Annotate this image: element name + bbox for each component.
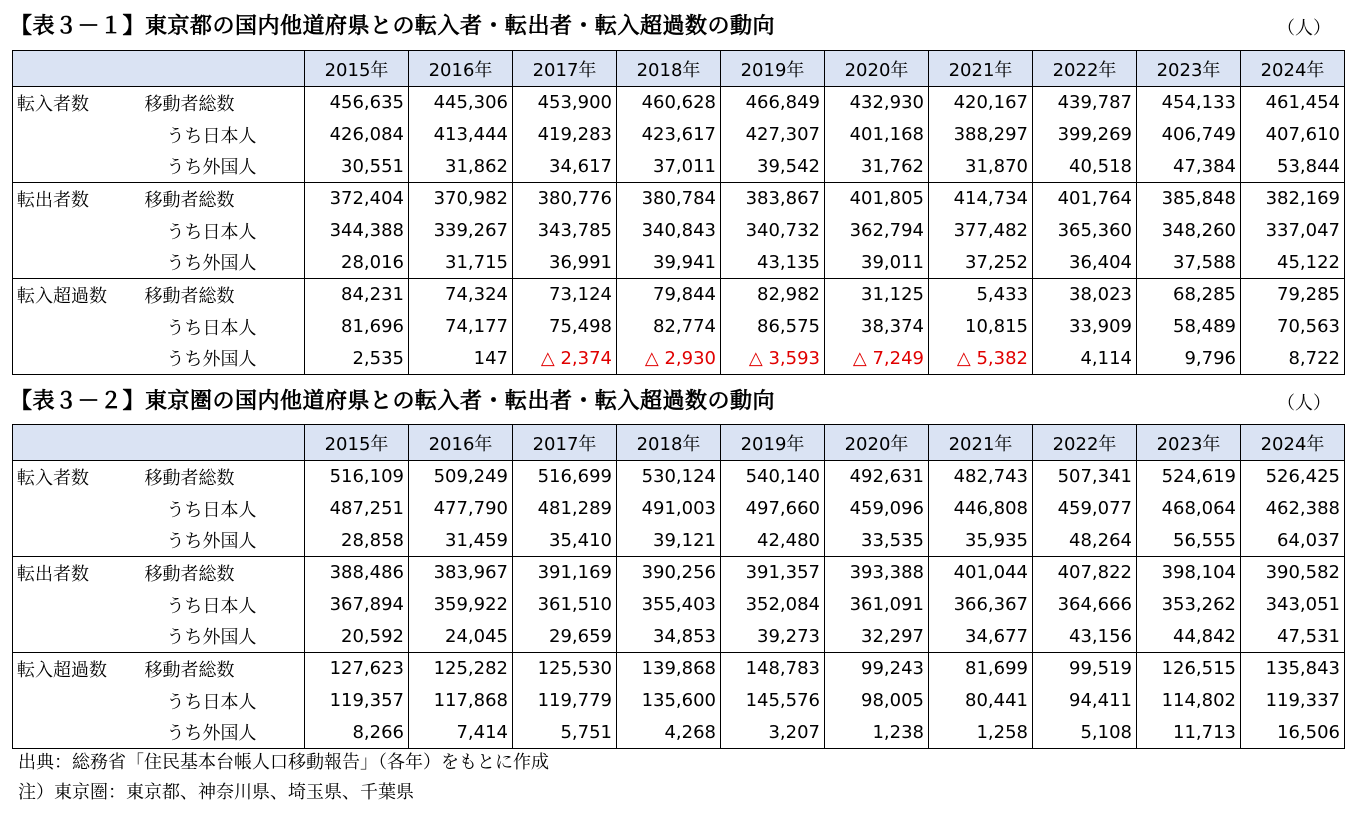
- value-cell: 33,535: [825, 525, 929, 557]
- value-cell: 391,169: [513, 557, 617, 589]
- value-cell: 81,696: [305, 311, 409, 343]
- year-header: 2020年: [825, 51, 929, 87]
- value-cell: 119,337: [1241, 685, 1345, 717]
- value-cell: 413,444: [409, 119, 513, 151]
- value-cell: 35,410: [513, 525, 617, 557]
- table1-migration-tokyo: [12, 50, 1345, 375]
- row-label: うち日本人: [141, 215, 305, 247]
- year-header: 2017年: [513, 51, 617, 87]
- value-cell: 372,404: [305, 183, 409, 215]
- value-cell: 339,267: [409, 215, 513, 247]
- value-cell: 516,109: [305, 461, 409, 493]
- table-row: [13, 461, 1345, 493]
- value-cell: 31,459: [409, 525, 513, 557]
- table2-title-row: [10, 381, 1345, 415]
- value-cell: 439,787: [1033, 87, 1137, 119]
- value-cell: 48,264: [1033, 525, 1137, 557]
- value-cell: 10,815: [929, 311, 1033, 343]
- value-cell: 31,715: [409, 247, 513, 279]
- value-cell: 135,600: [617, 685, 721, 717]
- group-label: [13, 311, 141, 343]
- table2-unit: （人）: [1277, 393, 1331, 414]
- value-cell: 361,091: [825, 589, 929, 621]
- row-label: 移動者総数: [141, 183, 305, 215]
- year-header: 2018年: [617, 51, 721, 87]
- row-label: 移動者総数: [141, 653, 305, 685]
- value-cell: 526,425: [1241, 461, 1345, 493]
- value-cell: 407,822: [1033, 557, 1137, 589]
- value-cell: 380,776: [513, 183, 617, 215]
- table1-title: 【表３－１】東京都の国内他道府県との転入者・転出者・転入超過数の動向: [10, 14, 776, 39]
- value-cell: 364,666: [1033, 589, 1137, 621]
- row-label: うち外国人: [141, 525, 305, 557]
- value-cell: 509,249: [409, 461, 513, 493]
- value-cell: 524,619: [1137, 461, 1241, 493]
- year-header: 2019年: [721, 51, 825, 87]
- row-label: 移動者総数: [141, 557, 305, 589]
- header-corner-cell: [13, 51, 305, 87]
- value-cell: 34,617: [513, 151, 617, 183]
- value-cell: 343,785: [513, 215, 617, 247]
- value-cell: 36,991: [513, 247, 617, 279]
- value-cell: 454,133: [1137, 87, 1241, 119]
- value-cell: 380,784: [617, 183, 721, 215]
- value-cell: 348,260: [1137, 215, 1241, 247]
- row-label: うち日本人: [141, 589, 305, 621]
- table-row: [13, 653, 1345, 685]
- value-cell: 1,238: [825, 717, 929, 749]
- value-cell: 117,868: [409, 685, 513, 717]
- table-row: [13, 343, 1345, 375]
- year-header: 2017年: [513, 425, 617, 461]
- value-cell: 24,045: [409, 621, 513, 653]
- value-cell: △ 3,593: [721, 343, 825, 375]
- value-cell: 459,096: [825, 493, 929, 525]
- value-cell: 75,498: [513, 311, 617, 343]
- value-cell: 385,848: [1137, 183, 1241, 215]
- value-cell: 366,367: [929, 589, 1033, 621]
- value-cell: 5,751: [513, 717, 617, 749]
- value-cell: 82,774: [617, 311, 721, 343]
- value-cell: 382,169: [1241, 183, 1345, 215]
- value-cell: 47,531: [1241, 621, 1345, 653]
- value-cell: 391,357: [721, 557, 825, 589]
- table2-title: 【表３－２】東京圏の国内他道府県との転入者・転出者・転入超過数の動向: [10, 389, 776, 414]
- value-cell: 43,135: [721, 247, 825, 279]
- value-cell: 5,433: [929, 279, 1033, 311]
- value-cell: 414,734: [929, 183, 1033, 215]
- value-cell: 145,576: [721, 685, 825, 717]
- year-header: 2023年: [1137, 425, 1241, 461]
- value-cell: 40,518: [1033, 151, 1137, 183]
- value-cell: 491,003: [617, 493, 721, 525]
- value-cell: 125,282: [409, 653, 513, 685]
- value-cell: △ 5,382: [929, 343, 1033, 375]
- value-cell: 540,140: [721, 461, 825, 493]
- value-cell: 126,515: [1137, 653, 1241, 685]
- table-row: [13, 311, 1345, 343]
- value-cell: 42,480: [721, 525, 825, 557]
- value-cell: 377,482: [929, 215, 1033, 247]
- value-cell: 79,285: [1241, 279, 1345, 311]
- row-label: うち日本人: [141, 311, 305, 343]
- value-cell: 407,610: [1241, 119, 1345, 151]
- value-cell: 28,016: [305, 247, 409, 279]
- value-cell: 516,699: [513, 461, 617, 493]
- value-cell: 45,122: [1241, 247, 1345, 279]
- year-header: 2024年: [1241, 51, 1345, 87]
- value-cell: 461,454: [1241, 87, 1345, 119]
- value-cell: 32,297: [825, 621, 929, 653]
- value-cell: 53,844: [1241, 151, 1345, 183]
- value-cell: 82,982: [721, 279, 825, 311]
- value-cell: 466,849: [721, 87, 825, 119]
- value-cell: 388,486: [305, 557, 409, 589]
- group-label: [13, 215, 141, 247]
- row-label: 移動者総数: [141, 87, 305, 119]
- value-cell: 39,273: [721, 621, 825, 653]
- table-row: [13, 589, 1345, 621]
- value-cell: 4,114: [1033, 343, 1137, 375]
- source-note: 出典：総務省「住民基本台帳人口移動報告」（各年）をもとに作成: [18, 752, 549, 773]
- year-header: 2016年: [409, 51, 513, 87]
- value-cell: 419,283: [513, 119, 617, 151]
- value-cell: 388,297: [929, 119, 1033, 151]
- value-cell: 39,542: [721, 151, 825, 183]
- value-cell: 38,374: [825, 311, 929, 343]
- value-cell: 64,037: [1241, 525, 1345, 557]
- value-cell: 420,167: [929, 87, 1033, 119]
- value-cell: △ 2,930: [617, 343, 721, 375]
- value-cell: 86,575: [721, 311, 825, 343]
- header-corner-cell: [13, 425, 305, 461]
- year-header: 2021年: [929, 425, 1033, 461]
- table-row: [13, 557, 1345, 589]
- value-cell: △ 2,374: [513, 343, 617, 375]
- group-label: [13, 493, 141, 525]
- value-cell: 99,243: [825, 653, 929, 685]
- table-row: [13, 183, 1345, 215]
- value-cell: 37,588: [1137, 247, 1241, 279]
- table-row: [13, 119, 1345, 151]
- value-cell: 344,388: [305, 215, 409, 247]
- value-cell: 35,935: [929, 525, 1033, 557]
- value-cell: 125,530: [513, 653, 617, 685]
- value-cell: 390,256: [617, 557, 721, 589]
- value-cell: 406,749: [1137, 119, 1241, 151]
- header-row: [13, 51, 1345, 87]
- group-label: 転入者数: [13, 87, 141, 119]
- table-row: [13, 685, 1345, 717]
- row-label: 移動者総数: [141, 461, 305, 493]
- value-cell: 482,743: [929, 461, 1033, 493]
- year-header: 2016年: [409, 425, 513, 461]
- row-label: うち外国人: [141, 621, 305, 653]
- row-label: うち日本人: [141, 119, 305, 151]
- table-row: [13, 151, 1345, 183]
- year-header: 2024年: [1241, 425, 1345, 461]
- value-cell: 2,535: [305, 343, 409, 375]
- year-header: 2015年: [305, 51, 409, 87]
- value-cell: 365,360: [1033, 215, 1137, 247]
- value-cell: 20,592: [305, 621, 409, 653]
- value-cell: 135,843: [1241, 653, 1345, 685]
- value-cell: 337,047: [1241, 215, 1345, 247]
- group-label: [13, 525, 141, 557]
- group-label: 転入超過数: [13, 279, 141, 311]
- group-label: 転出者数: [13, 557, 141, 589]
- value-cell: 487,251: [305, 493, 409, 525]
- value-cell: 43,156: [1033, 621, 1137, 653]
- value-cell: 355,403: [617, 589, 721, 621]
- value-cell: 74,177: [409, 311, 513, 343]
- year-header: 2022年: [1033, 425, 1137, 461]
- table1-unit: （人）: [1277, 18, 1331, 39]
- value-cell: 36,404: [1033, 247, 1137, 279]
- value-cell: 399,269: [1033, 119, 1137, 151]
- row-label: うち外国人: [141, 717, 305, 749]
- year-header: 2022年: [1033, 51, 1137, 87]
- group-label: [13, 119, 141, 151]
- value-cell: 343,051: [1241, 589, 1345, 621]
- value-cell: 44,842: [1137, 621, 1241, 653]
- value-cell: 8,722: [1241, 343, 1345, 375]
- value-cell: 481,289: [513, 493, 617, 525]
- value-cell: 34,853: [617, 621, 721, 653]
- value-cell: 468,064: [1137, 493, 1241, 525]
- value-cell: 453,900: [513, 87, 617, 119]
- group-label: 転出者数: [13, 183, 141, 215]
- value-cell: 11,713: [1137, 717, 1241, 749]
- value-cell: 147: [409, 343, 513, 375]
- value-cell: 1,258: [929, 717, 1033, 749]
- value-cell: 114,802: [1137, 685, 1241, 717]
- value-cell: 8,266: [305, 717, 409, 749]
- value-cell: 33,909: [1033, 311, 1137, 343]
- row-label: うち日本人: [141, 685, 305, 717]
- value-cell: 148,783: [721, 653, 825, 685]
- value-cell: 31,762: [825, 151, 929, 183]
- group-label: [13, 247, 141, 279]
- notes: [18, 748, 549, 808]
- value-cell: 432,930: [825, 87, 929, 119]
- value-cell: 70,563: [1241, 311, 1345, 343]
- value-cell: 47,384: [1137, 151, 1241, 183]
- year-header: 2019年: [721, 425, 825, 461]
- value-cell: 37,252: [929, 247, 1033, 279]
- value-cell: 426,084: [305, 119, 409, 151]
- value-cell: 401,805: [825, 183, 929, 215]
- value-cell: 477,790: [409, 493, 513, 525]
- value-cell: 7,414: [409, 717, 513, 749]
- table-row: [13, 525, 1345, 557]
- value-cell: 367,894: [305, 589, 409, 621]
- table-row: [13, 215, 1345, 247]
- value-cell: 34,677: [929, 621, 1033, 653]
- value-cell: 390,582: [1241, 557, 1345, 589]
- table-row: [13, 621, 1345, 653]
- value-cell: 38,023: [1033, 279, 1137, 311]
- group-label: [13, 589, 141, 621]
- value-cell: 31,870: [929, 151, 1033, 183]
- value-cell: 16,506: [1241, 717, 1345, 749]
- value-cell: 5,108: [1033, 717, 1137, 749]
- table-row: [13, 717, 1345, 749]
- value-cell: 530,124: [617, 461, 721, 493]
- value-cell: 383,967: [409, 557, 513, 589]
- value-cell: 30,551: [305, 151, 409, 183]
- value-cell: 29,659: [513, 621, 617, 653]
- value-cell: 423,617: [617, 119, 721, 151]
- value-cell: 56,555: [1137, 525, 1241, 557]
- value-cell: 9,796: [1137, 343, 1241, 375]
- year-header: 2018年: [617, 425, 721, 461]
- value-cell: 37,011: [617, 151, 721, 183]
- row-label: うち外国人: [141, 151, 305, 183]
- value-cell: 39,011: [825, 247, 929, 279]
- table-row: [13, 279, 1345, 311]
- value-cell: 31,125: [825, 279, 929, 311]
- group-label: 転入者数: [13, 461, 141, 493]
- year-header: 2021年: [929, 51, 1033, 87]
- table-row: [13, 87, 1345, 119]
- table2-migration-tokyo-area: [12, 424, 1345, 749]
- table1-title-row: [10, 6, 1345, 40]
- value-cell: 28,858: [305, 525, 409, 557]
- value-cell: 401,764: [1033, 183, 1137, 215]
- value-cell: 359,922: [409, 589, 513, 621]
- value-cell: 361,510: [513, 589, 617, 621]
- value-cell: 99,519: [1033, 653, 1137, 685]
- value-cell: 460,628: [617, 87, 721, 119]
- value-cell: 39,121: [617, 525, 721, 557]
- value-cell: 139,868: [617, 653, 721, 685]
- area-note: 注）東京圏：東京都、神奈川県、埼玉県、千葉県: [18, 782, 414, 803]
- value-cell: 497,660: [721, 493, 825, 525]
- value-cell: 81,699: [929, 653, 1033, 685]
- value-cell: 507,341: [1033, 461, 1137, 493]
- value-cell: 340,843: [617, 215, 721, 247]
- value-cell: 353,262: [1137, 589, 1241, 621]
- value-cell: 393,388: [825, 557, 929, 589]
- value-cell: 352,084: [721, 589, 825, 621]
- value-cell: 73,124: [513, 279, 617, 311]
- value-cell: 94,411: [1033, 685, 1137, 717]
- value-cell: 3,207: [721, 717, 825, 749]
- value-cell: 383,867: [721, 183, 825, 215]
- group-label: [13, 717, 141, 749]
- value-cell: 401,044: [929, 557, 1033, 589]
- value-cell: 398,104: [1137, 557, 1241, 589]
- value-cell: △ 7,249: [825, 343, 929, 375]
- value-cell: 80,441: [929, 685, 1033, 717]
- value-cell: 456,635: [305, 87, 409, 119]
- value-cell: 340,732: [721, 215, 825, 247]
- value-cell: 446,808: [929, 493, 1033, 525]
- value-cell: 427,307: [721, 119, 825, 151]
- year-header: 2023年: [1137, 51, 1241, 87]
- group-label: [13, 685, 141, 717]
- group-label: [13, 151, 141, 183]
- value-cell: 31,862: [409, 151, 513, 183]
- group-label: [13, 343, 141, 375]
- value-cell: 459,077: [1033, 493, 1137, 525]
- value-cell: 84,231: [305, 279, 409, 311]
- group-label: [13, 621, 141, 653]
- year-header: 2020年: [825, 425, 929, 461]
- value-cell: 74,324: [409, 279, 513, 311]
- value-cell: 79,844: [617, 279, 721, 311]
- value-cell: 98,005: [825, 685, 929, 717]
- value-cell: 127,623: [305, 653, 409, 685]
- table-row: [13, 247, 1345, 279]
- value-cell: 401,168: [825, 119, 929, 151]
- row-label: うち外国人: [141, 247, 305, 279]
- value-cell: 68,285: [1137, 279, 1241, 311]
- group-label: 転入超過数: [13, 653, 141, 685]
- row-label: うち外国人: [141, 343, 305, 375]
- value-cell: 370,982: [409, 183, 513, 215]
- value-cell: 4,268: [617, 717, 721, 749]
- row-label: うち日本人: [141, 493, 305, 525]
- row-label: 移動者総数: [141, 279, 305, 311]
- year-header: 2015年: [305, 425, 409, 461]
- value-cell: 492,631: [825, 461, 929, 493]
- value-cell: 462,388: [1241, 493, 1345, 525]
- value-cell: 119,779: [513, 685, 617, 717]
- value-cell: 445,306: [409, 87, 513, 119]
- header-row: [13, 425, 1345, 461]
- value-cell: 119,357: [305, 685, 409, 717]
- table-row: [13, 493, 1345, 525]
- value-cell: 58,489: [1137, 311, 1241, 343]
- value-cell: 362,794: [825, 215, 929, 247]
- value-cell: 39,941: [617, 247, 721, 279]
